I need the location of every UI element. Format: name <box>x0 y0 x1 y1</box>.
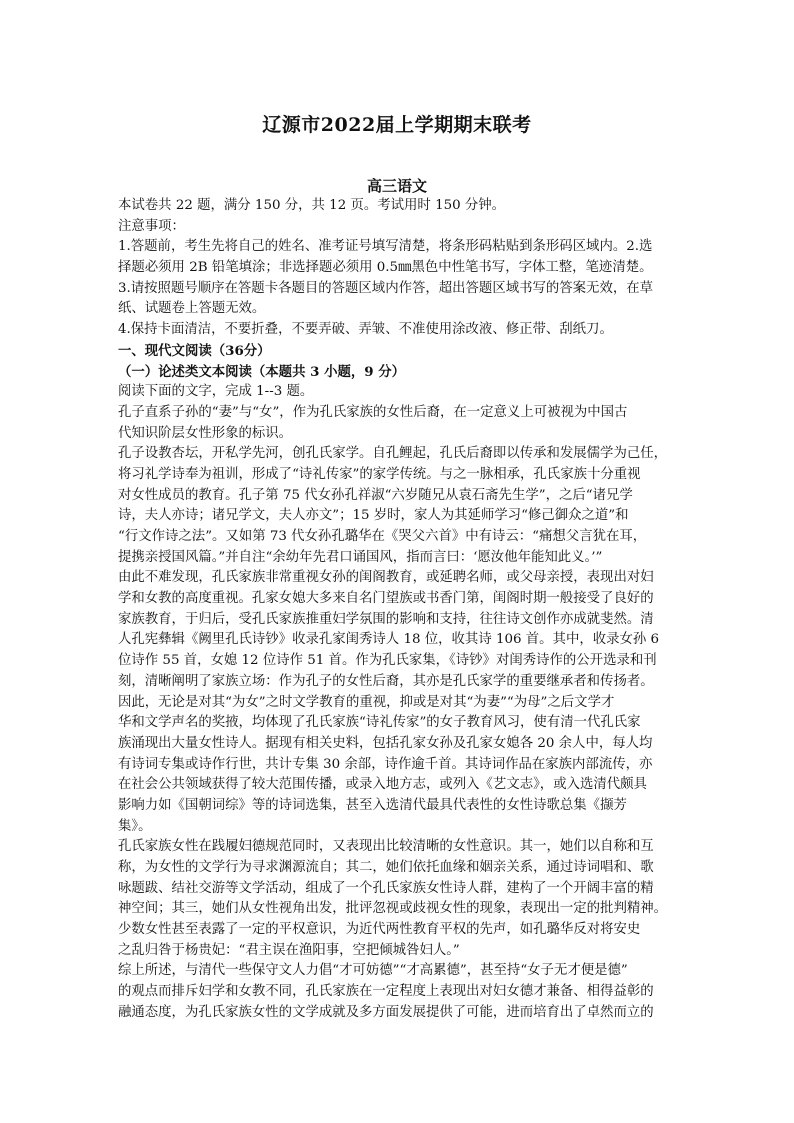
passage-line: 孔子设教杏坛，开私学先河，创孔氏家学。自孔鲤起，孔氏后裔即以传承和发展儒学为己任， <box>118 446 668 462</box>
passage-line: 位诗作 55 首，女媳 12 位诗作 51 首。作为孔氏家集，《诗钞》对闺秀诗作的公开选录和刊 <box>118 653 657 669</box>
exam-info: 本试卷共 22 题，满分 150 分，共 12 页。考试用时 150 分钟。 <box>118 198 506 213</box>
passage-line: “行文作诗之法”。又如第 73 代女孙孔璐华在《哭父六首》中有诗云：“痛想父言犹在耳， <box>118 529 647 544</box>
passage-line: 咏题跋、结社交游等文学活动，组成了一个孔氏家族女性诗人群，建构了一个开阔丰富的精 <box>118 880 654 896</box>
notice-line: 4.保持卡面清洁，不要折叠，不要弄破、弄皱、不准使用涂改液、修正带、刮纸刀。 <box>118 322 613 338</box>
passage-line: 神空间；其三，她们从女性视角出发，批评忽视或歧视女性的现象，表现出一定的批判精神。 <box>118 901 668 917</box>
passage-line: 代知识阶层女性形象的标识。 <box>118 425 293 441</box>
exam-title: 辽源市2022届上学期期末联考 <box>262 114 532 136</box>
subject-title: 高三语文 <box>366 177 427 195</box>
reading-instruction: 阅读下面的文字，完成 1--3 题。 <box>118 384 314 400</box>
passage-line: 孔子直系子孙的“妻”与“女”，作为孔氏家族的女性后裔，在一定意义上可被视为中国古 <box>118 404 628 420</box>
passage-line: 诗，夫人亦诗；诸兄学文，夫人亦文”；15 岁时，家人为其延师学习“修己御众之道”和 <box>118 508 629 524</box>
passage-line: 的观点而排斥妇学和女教不同，孔氏家族在一定程度上表现出对妇女德才兼备、相得益彰的 <box>118 984 654 1000</box>
passage-line: 人孔宪彝辑《阙里孔氏诗钞》收录孔家闺秀诗人 18 位，收其诗 106 首。其中，收录女孙 6 <box>118 632 660 648</box>
passage-line: 对女性成员的教育。孔子第 75 代女孙孔祥淑“六岁随兄从袁石斋先生学”，之后“诸兄学 <box>118 487 633 503</box>
notice-line: 1.答题前，考生先将自己的姓名、准考证号填写清楚，将条形码粘贴到条形码区域内。2.选 <box>118 239 653 255</box>
passage-line: 孔氏家族女性在践履妇德规范同时，又表现出比较清晰的女性意识。其一，她们以自称和互 <box>118 839 654 855</box>
passage-line: 家族教育，于归后，受孔氏家族推重妇学氛围的影响和支持，往往诗文创作亦成就斐然。清 <box>118 611 654 627</box>
passage-line: 提携亲授国风篇。”并自注“余幼年先君口诵国风，指而言曰：‘愿汝他年能知此义。’” <box>118 549 603 565</box>
notice-line: 3.请按照题号顺序在答题卡各题目的答题区域内作答，超出答题区域书写的答案无效，在草 <box>118 280 654 296</box>
passage-line: 刻，清晰阐明了家族立场：作为孔子的女性后裔，其亦是孔氏家学的重要继承者和传扬者。 <box>118 673 654 689</box>
subsection-heading: （一）论述类文本阅读（本题共 3 小题，9 分） <box>118 363 406 380</box>
passage-line: 在社会公共领域获得了较大范围传播，或录入地方志，或列入《艺文志》，或入选清代颇具 <box>118 777 647 793</box>
passage-line: 学和女教的高度重视。孔家女媳大多来自名门望族或书香门第，闺阁时期一般接受了良好的 <box>118 591 654 607</box>
passage-line: 称，为女性的文学行为寻求渊源流自；其二，她们依托血缘和姻亲关系，通过诗词唱和、歌 <box>118 860 654 875</box>
reading-passage <box>118 403 678 1024</box>
passage-line: 影响力如《国朝词综》等的诗词选集，甚至入选清代最具代表性的女性诗歌总集《撷芳 <box>118 797 627 813</box>
passage-line: 因此，无论是对其“为女”之时文学教育的重视，抑或是对其“为妻”“为母”之后文学才 <box>118 694 615 710</box>
passage-line: 之乱归咎于杨贵妃：“君主误在渔阳事，空把倾城咎妇人。” <box>118 942 460 958</box>
passage-line: 由此不难发现，孔氏家族非常重视女孙的闺阁教育，或延聘名师，或父母亲授，表现出对妇 <box>118 570 654 586</box>
passage-line: 将习礼学诗奉为祖训，形成了“诗礼传家”的家学传统。与之一脉相承，孔氏家族十分重视 <box>118 466 641 482</box>
notice-line: 择题必须用 2B 铅笔填涂；非选择题必须用 0.5㎜黑色中性笔书写，字体工整，笔迹清楚。 <box>118 260 653 276</box>
passage-line: 有诗词专集或诗作行世，共计专集 30 余部，诗作逾千首。其诗词作品在家族内部流传，亦 <box>118 756 653 772</box>
passage-line: 少数女性甚至表露了一定的平权意识，为近代两性教育平权的先声，如孔璐华反对将安史 <box>118 922 641 938</box>
passage-line: 族涌现出大量女性诗人。据现有相关史料，包括孔家女孙及孔家女媳各 20 余人中，每人均 <box>118 735 653 751</box>
exam-content <box>118 196 678 1024</box>
notice-line: 纸、试题卷上答题无效。 <box>118 301 266 317</box>
section-heading: 一、现代文阅读（36分） <box>118 342 271 359</box>
passage-line: 华和文学声名的奖掖，均体现了孔氏家族“诗礼传家”的女子教育风习，使有清一代孔氏家 <box>118 715 641 731</box>
passage-line: 融通态度，为孔氏家族女性的文学成就及多方面发展提供了可能，进而培育出了卓然而立的 <box>118 1004 654 1020</box>
passage-line: 集》。 <box>118 818 152 834</box>
notice-heading: 注意事项： <box>118 218 185 234</box>
passage-line: 综上所述，与清代一些保守文人力倡“才可妨德”“才高累德”，甚至持“女子无才便是德” <box>118 963 628 979</box>
